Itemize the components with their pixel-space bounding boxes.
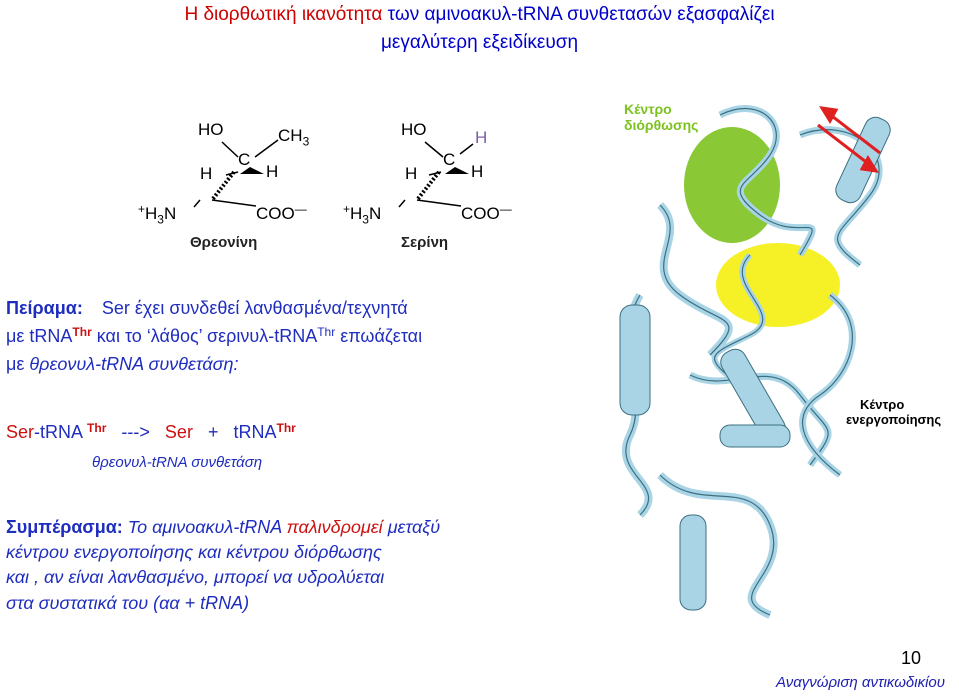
reaction-enzyme: θρεονυλ-tRNA συνθετάση <box>92 454 263 471</box>
ser-amino: $^+H_3N$ <box>343 202 382 227</box>
ser-ho: HO <box>401 120 427 139</box>
activation-site-label: Κέντρο ενεργοποίησης <box>846 397 942 427</box>
protein-structure-figure <box>600 95 955 635</box>
thr-ho: HO <box>198 120 224 139</box>
experiment-line2: με tRNA$^{Thr}$ και το ‘λάθος’ σερινυλ-tRNA$^{Thr}$ επωάζεται <box>6 325 423 346</box>
serine-name: Σερίνη <box>401 234 449 251</box>
experiment-line3: με θρεονυλ-tRNA συνθετάση: <box>6 354 239 374</box>
thr-ch3: $CH_3$ <box>278 126 310 149</box>
thr-amino: $^+H_3N$ <box>138 202 177 227</box>
threonine-structure <box>130 112 330 262</box>
page-number: 10 <box>900 648 921 668</box>
ser-h-top: H <box>475 128 488 147</box>
thr-h1: H <box>200 164 213 183</box>
thr-h2: H <box>266 162 279 181</box>
conclusion-label: Συμπέρασμα: <box>6 517 123 537</box>
editing-site-label: Κέντρο διόρθωσης <box>624 101 699 133</box>
title-line2: μεγαλύτερη εξειδίκευση <box>380 32 579 53</box>
ser-c: C <box>443 150 456 169</box>
thr-c: C <box>238 150 251 169</box>
title-rest: των αμινοακυλ-tRNA συνθετασών εξασφαλίζει <box>382 4 775 25</box>
experiment-line1: Πείραμα: Ser έχει συνδεθεί λανθασμένα/τεχνητά <box>6 298 408 318</box>
thr-carboxyl: COO— <box>256 202 307 223</box>
conclusion-line3: και , αν είναι λανθασμένο, μπορεί να υδρολύεται <box>6 567 385 587</box>
serine-structure <box>335 112 535 262</box>
ser-carboxyl: COO— <box>461 202 512 223</box>
protein-ribbon-diagram <box>600 95 955 635</box>
footer-section-title: Αναγνώριση αντικωδικίου <box>775 674 945 691</box>
conclusion-line2: κέντρου ενεργοποίησης και κέντρου διόρθωσης <box>6 542 382 562</box>
conclusion-line4: στα συστατικά του (αα + tRNA) <box>6 593 250 613</box>
title-highlight: Η διορθωτική ικανότητα <box>184 4 383 25</box>
slide-title <box>0 1 959 57</box>
conclusion-line1: Συμπέρασμα: Το αμινοακυλ-tRNA παλινδρομεί μεταξύ <box>6 517 441 537</box>
reaction-equation: Ser-tRNA $^{Thr}$ ---> Ser + tRNA$^{Thr}$ <box>6 421 296 442</box>
threonine-name: Θρεονίνη <box>190 234 258 251</box>
experiment-label: Πείραμα: <box>6 298 83 318</box>
ser-h2: H <box>471 162 484 181</box>
ser-h1: H <box>405 164 418 183</box>
